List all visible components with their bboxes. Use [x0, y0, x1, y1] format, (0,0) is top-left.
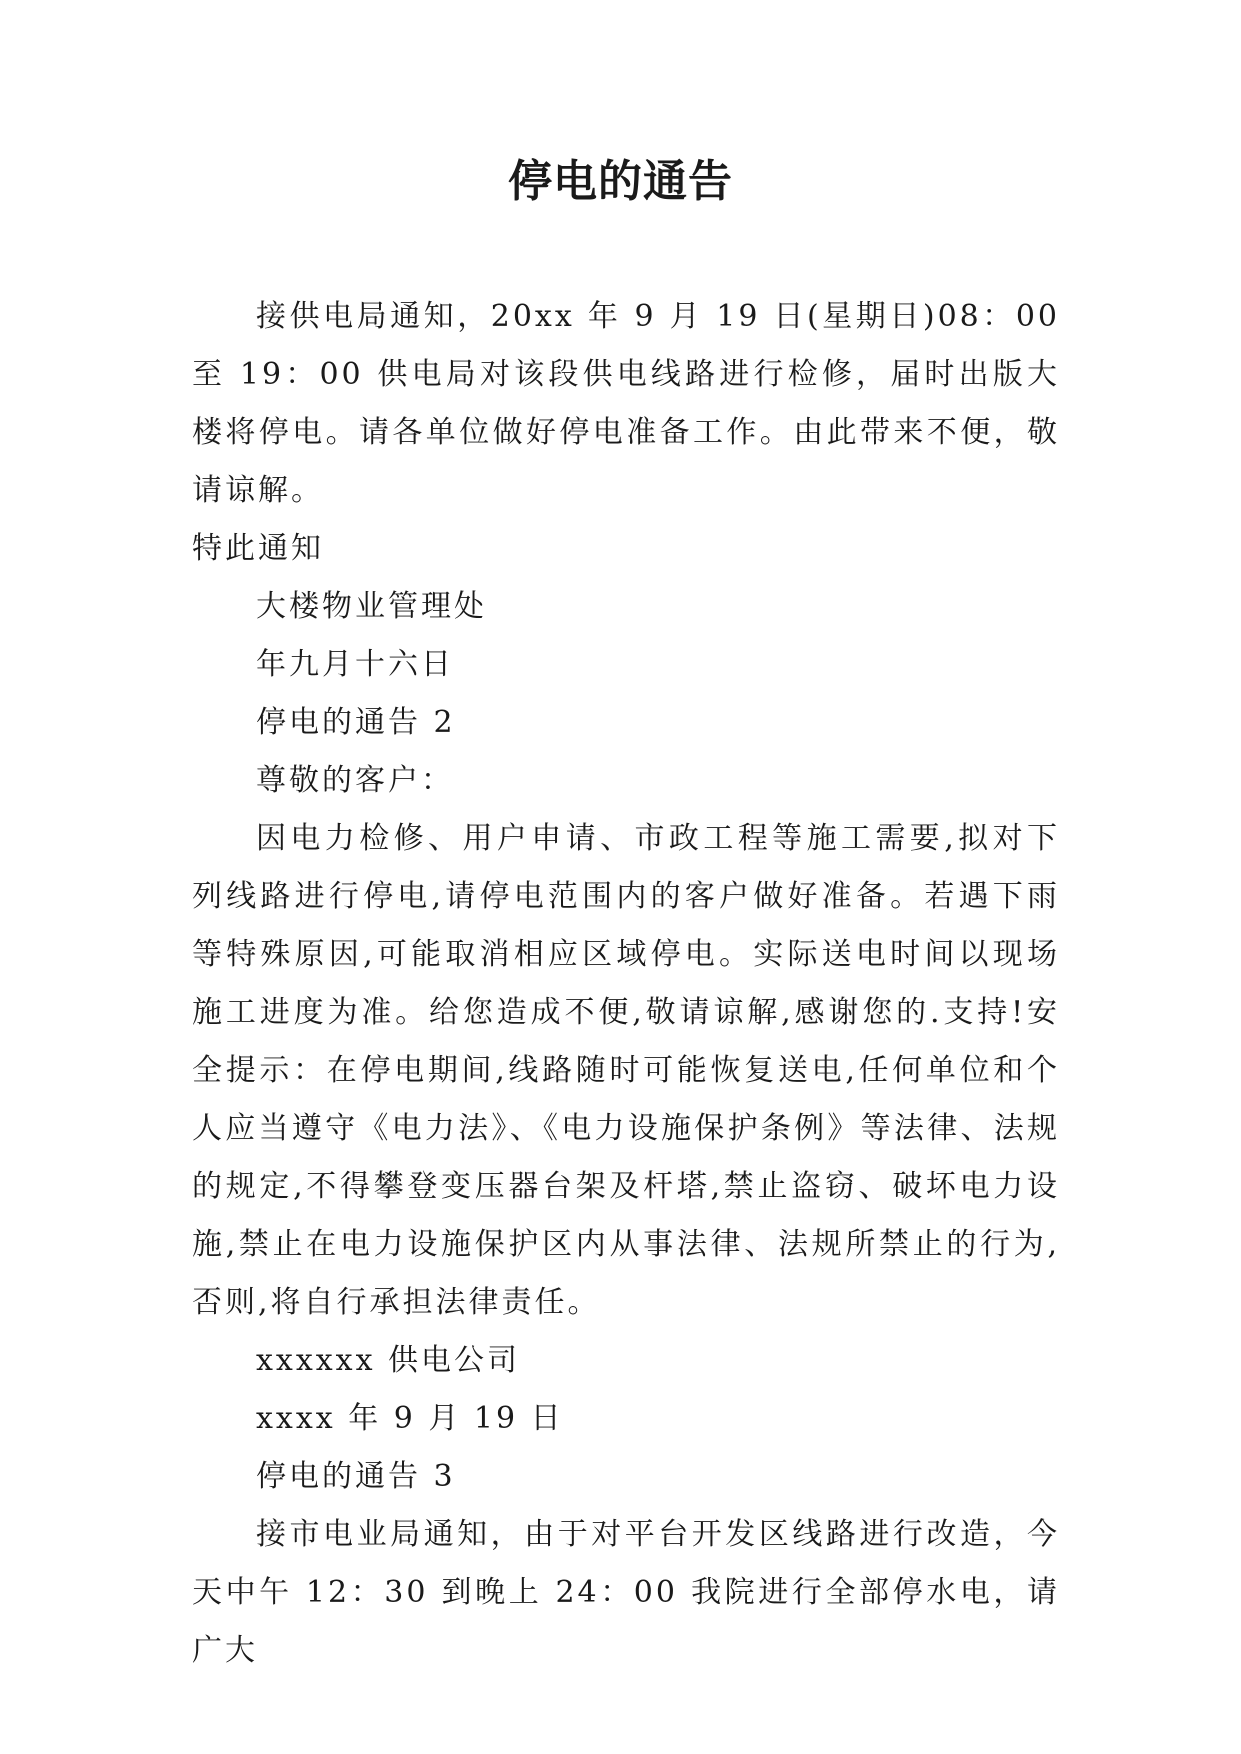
paragraph-special-notice: 特此通知 — [192, 531, 324, 566]
paragraph-heading-2: 停电的通告 2 — [256, 705, 456, 740]
paragraph-notice-3: 接市电业局通知，由于对平台开发区线路进行改造，今天中午 12：30 到晚上 24：00 我院进行全部停水电，请广大 — [192, 1517, 1060, 1668]
paragraph-notice-1: 接供电局通知，20xx 年 9 月 19 日(星期日)08：00 至 19：00 供电局对该段供电线路进行检修，届时出版大楼将停电。请各单位做好停电准备工作。由此带来不便，敬请谅解。 — [192, 299, 1060, 508]
paragraph-date-1: 年九月十六日 — [256, 647, 454, 682]
paragraph-date-2: xxxx 年 9 月 19 日 — [256, 1401, 564, 1436]
paragraph-salutation-2: 尊敬的客户： — [256, 763, 454, 798]
paragraph-signature-1: 大楼物业管理处 — [256, 589, 487, 624]
document-body — [192, 288, 1060, 1680]
page-title: 停电的通告 — [508, 156, 733, 207]
paragraph-notice-2: 因电力检修、用户申请、市政工程等施工需要,拟对下列线路进行停电,请停电范围内的客户做好准备。若遇下雨等特殊原因,可能取消相应区域停电。实际送电时间以现场施工进度为准。给您造成不便,敬请谅解,感谢您的.支持!安全提示：在停电期间,线路随时可能恢复送电,任何单位和个人应当遵守《电力法》、《电力设施保护条例》等法律、法规的规定,不得攀登变压器台架及杆塔,禁止盗窃、破坏电力设施,禁止在电力设施保护区内从事法律、法规所禁止的行为,否则,将自行承担法律责任。 — [192, 821, 1060, 1320]
paragraph-signature-2: xxxxxx 供电公司 — [256, 1343, 521, 1378]
paragraph-heading-3: 停电的通告 3 — [256, 1459, 456, 1494]
